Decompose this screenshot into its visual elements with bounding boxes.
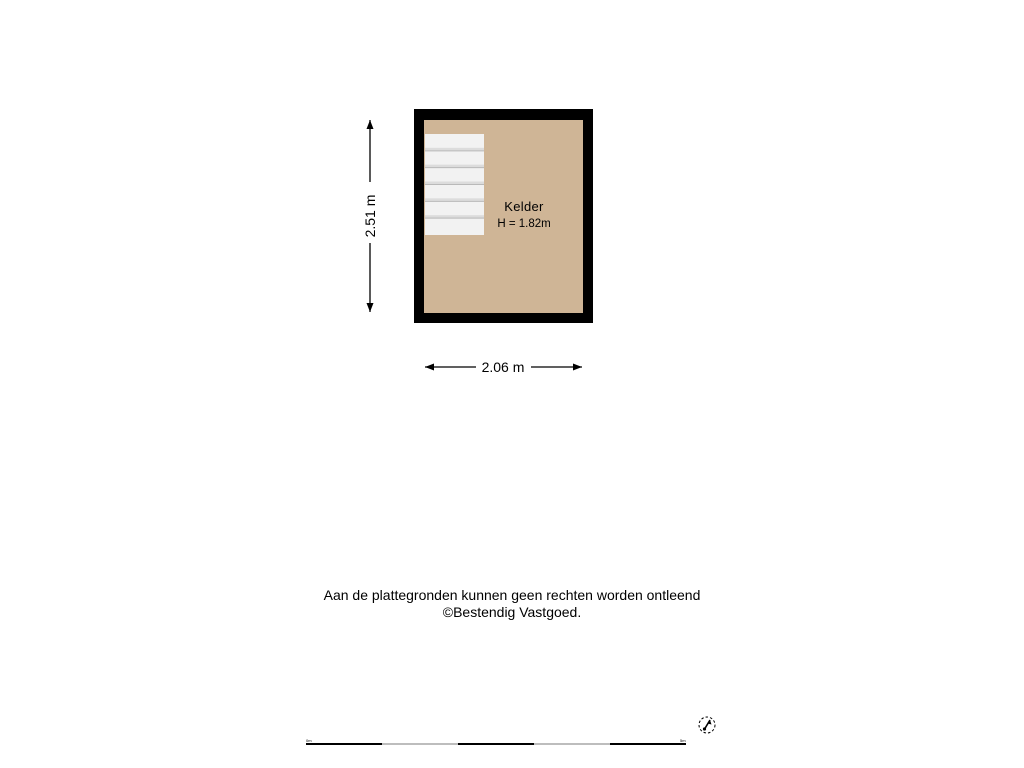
room-name: Kelder	[504, 199, 544, 214]
room-kelder	[414, 109, 593, 323]
scale-bar-end-label: 5m	[680, 738, 686, 743]
disclaimer-line-2: ©Bestendig Vastgoed.	[442, 604, 582, 620]
scale-bar-segment	[382, 743, 458, 745]
disclaimer	[262, 587, 762, 621]
depth-dimension	[362, 120, 378, 312]
depth-dimension-label: 2.51 m	[362, 194, 378, 238]
room-height: H = 1.82m	[497, 218, 551, 230]
scale-bar-segment	[610, 743, 686, 745]
scale-bar	[306, 738, 686, 745]
scale-bar-segment	[306, 743, 382, 745]
scale-bar-segment	[534, 743, 610, 745]
scale-bar-segment	[458, 743, 534, 745]
north-arrow-icon	[699, 717, 715, 733]
disclaimer-line-1: Aan de plattegronden kunnen geen rechten worden ontleend	[323, 587, 701, 603]
width-dimension-label: 2.06 m	[481, 359, 525, 375]
staircase	[425, 134, 484, 235]
scale-bar-start-label: 0m	[306, 738, 312, 743]
width-dimension	[425, 359, 582, 375]
